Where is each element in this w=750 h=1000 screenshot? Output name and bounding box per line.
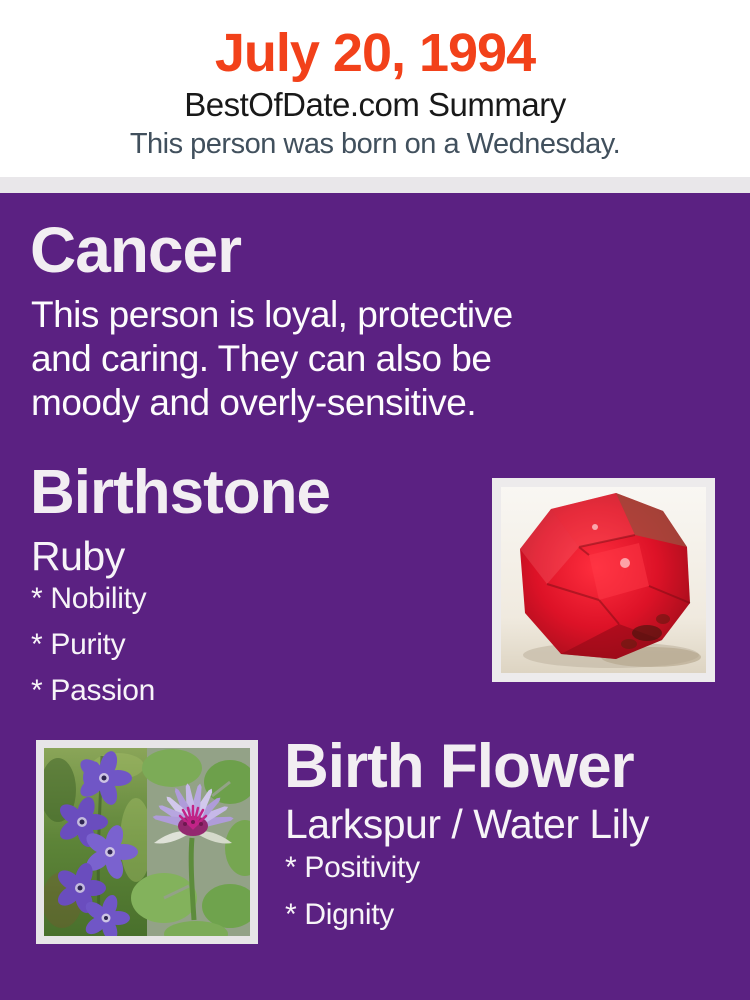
zodiac-description [31, 293, 646, 425]
birth-flower-trait: * Positivity [285, 851, 420, 884]
zodiac-sign-heading: Cancer [30, 214, 241, 286]
birth-flower-trait: * Dignity [285, 898, 395, 931]
ruby-image [492, 478, 715, 682]
birthstone-trait: * Passion [31, 674, 156, 707]
ruby-gem-illustration [501, 487, 706, 673]
birthstone-trait-list [31, 584, 155, 722]
birthstone-name: Ruby [31, 533, 125, 579]
birthstone-trait: * Purity [31, 628, 126, 661]
larkspur-water-lily-illustration [44, 748, 250, 936]
zodiac-description-line: and caring. They can also be [31, 338, 492, 379]
flower-image [36, 740, 258, 944]
born-day-line: This person was born on a Wednesday. [129, 128, 621, 160]
header-divider [0, 177, 750, 193]
zodiac-description-line: moody and overly-sensitive. [31, 382, 477, 423]
birthstone-trait: * Nobility [31, 582, 147, 615]
header [0, 0, 750, 177]
main-section [0, 193, 750, 1000]
birth-flower-heading: Birth Flower [284, 732, 634, 801]
page-title-date: July 20, 1994 [214, 23, 536, 83]
site-summary-subtitle: BestOfDate.com Summary [184, 86, 566, 123]
birth-flower-name: Larkspur / Water Lily [285, 801, 649, 847]
birth-flower-trait-list [285, 853, 420, 947]
birthstone-heading: Birthstone [30, 458, 330, 527]
zodiac-description-line: This person is loyal, protective [31, 294, 513, 335]
